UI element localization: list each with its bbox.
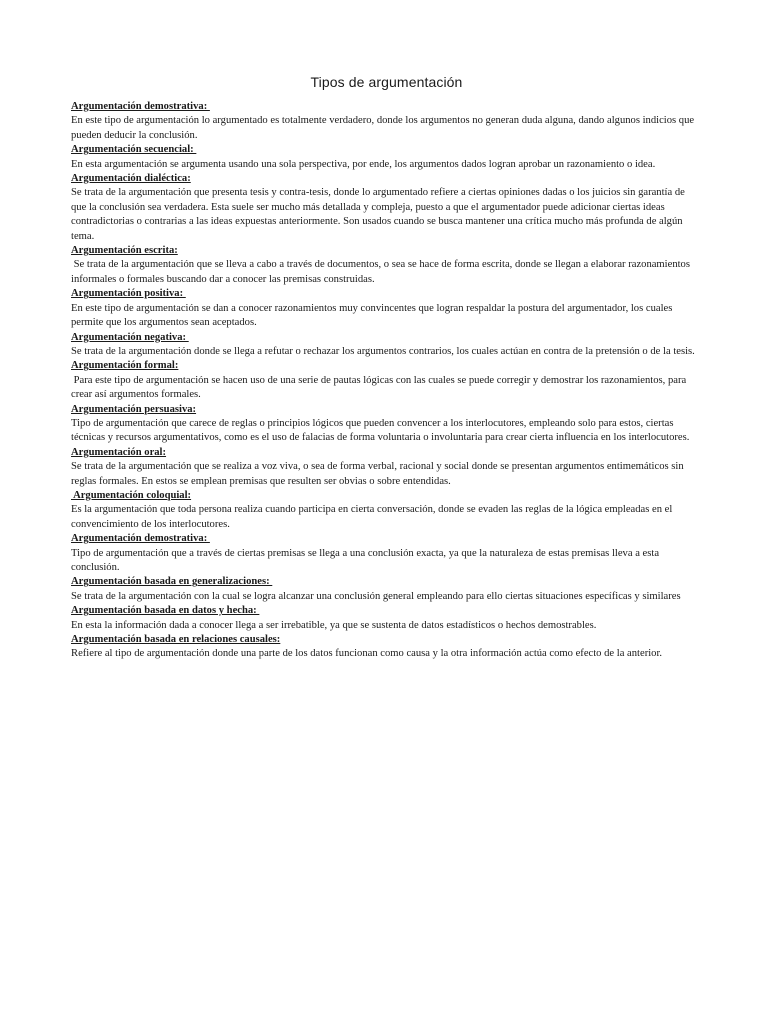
section-heading: Argumentación dialéctica: (71, 173, 191, 185)
section (71, 100, 698, 143)
section-body: En este tipo de argumentación lo argumentado es totalmente verdadero, donde los argumentos no generan duda alguna, dando algunos indicios que pueden deducir la conclusión. (71, 115, 697, 141)
section-heading: Argumentación demostrativa: (71, 101, 210, 112)
section (71, 244, 698, 287)
section-heading: Argumentación basada en generalizaciones: (71, 576, 273, 588)
section (71, 575, 698, 604)
section-body: Tipo de argumentación que a través de ciertas premisas se llega a una conclusión exacta, ya que la naturaleza de estas premisas lleva a esta conclusión. (71, 547, 662, 573)
section (71, 604, 698, 633)
section-body: Refiere al tipo de argumentación donde una parte de los datos funcionan como causa y la otra información actúa como efecto de la anterior. (71, 648, 663, 660)
section-body: Tipo de argumentación que carece de reglas o principios lógicos que pueden convencer a los interlocutores, empleando solo para estos, ciertas técnicas y recursos argumentativos, como es el uso de falacias de forma voluntaria o involuntaria para crear cierta influencia en los interlocutores. (71, 417, 690, 444)
section-heading: Argumentación positiva: (71, 288, 186, 300)
section-body: Se trata de la argumentación donde se llega a refutar o rechazar los argumentos contrarios, los cuales actúan en contra de la pretensión o de la tesis. (71, 345, 695, 357)
section (71, 532, 698, 575)
section (71, 633, 698, 662)
section (71, 446, 698, 489)
section-body: En este tipo de argumentación se dan a conocer razonamientos muy convincentes que logran respaldar la postura del argumentador, los cuales permite que los argumentos sean aceptados. (71, 302, 676, 329)
section-body: Es la argumentación que toda persona realiza cuando participa en cierta conversación, donde se evaden las reglas de la lógica empleadas en el convencimiento de los interlocutores. (71, 504, 675, 530)
section-body: Se trata de la argumentación que presenta tesis y contra-tesis, donde lo argumentado refiere a ciertas opiniones dadas o los juicios sin garantía de que la conclusión sea verdadera. Esta suele ser mucho más detallada y compleja, puesto a que el argumentador puede adicionar ciertas ideas contradictorias o contrarias a las ideas expuestas anteriormente. Son usados cuando se busca mantener una crítica mucho más profunda de algún tema. (71, 187, 688, 242)
section (71, 287, 698, 330)
section-heading: Argumentación persuasiva: (71, 403, 197, 415)
section-body: Se trata de la argumentación que se lleva a cabo a través de documentos, o sea se hace de forma escrita, donde se llegan a elaborar razonamientos informales o formales buscando dar a conocer las premisas construidas. (71, 259, 693, 285)
section-heading: Argumentación basada en relaciones causales: (71, 634, 281, 646)
section-body: Se trata de la argumentación que se realiza a voz viva, o sea de forma verbal, racional y social donde se presentan argumentos entimemáticos sin reglas formales. En estos se emplean premisas que resulten ser obvias o sobre entendidas. (71, 461, 687, 487)
section (71, 331, 698, 360)
section-heading: Argumentación oral: (71, 446, 167, 458)
section (71, 359, 698, 402)
section-heading: Argumentación secuencial: (71, 144, 197, 156)
document-title: Tipos de argumentación (310, 74, 463, 90)
section (71, 143, 698, 172)
section-heading: Argumentación escrita: (71, 245, 178, 257)
section-body: Se trata de la argumentación con la cual se logra alcanzar una conclusión general empleando para ello ciertas situaciones específicas y similares (71, 590, 681, 602)
section-body: Para este tipo de argumentación se hacen uso de una serie de pautas lógicas con las cuales se puede corregir y demostrar los razonamientos, para crear así argumentos formales. (71, 374, 689, 401)
section (71, 489, 698, 532)
section (71, 403, 698, 446)
section-list (71, 100, 698, 662)
section-heading: Argumentación basada en datos y hecha: (71, 605, 260, 617)
section-heading: Argumentación formal: (71, 360, 179, 372)
section-body: En esta argumentación se argumenta usando una sola perspectiva, por ende, los argumentos dados logran aprobar un razonamiento o idea. (71, 158, 656, 170)
section-heading: Argumentación negativa: (71, 331, 189, 343)
section-heading: Argumentación demostrativa: (71, 533, 210, 545)
section-body: En esta la información dada a conocer llega a ser irrebatible, ya que se sustenta de datos estadísticos o hechos demostrables. (71, 619, 597, 631)
section-heading: Argumentación coloquial: (71, 489, 192, 501)
section (71, 172, 698, 244)
